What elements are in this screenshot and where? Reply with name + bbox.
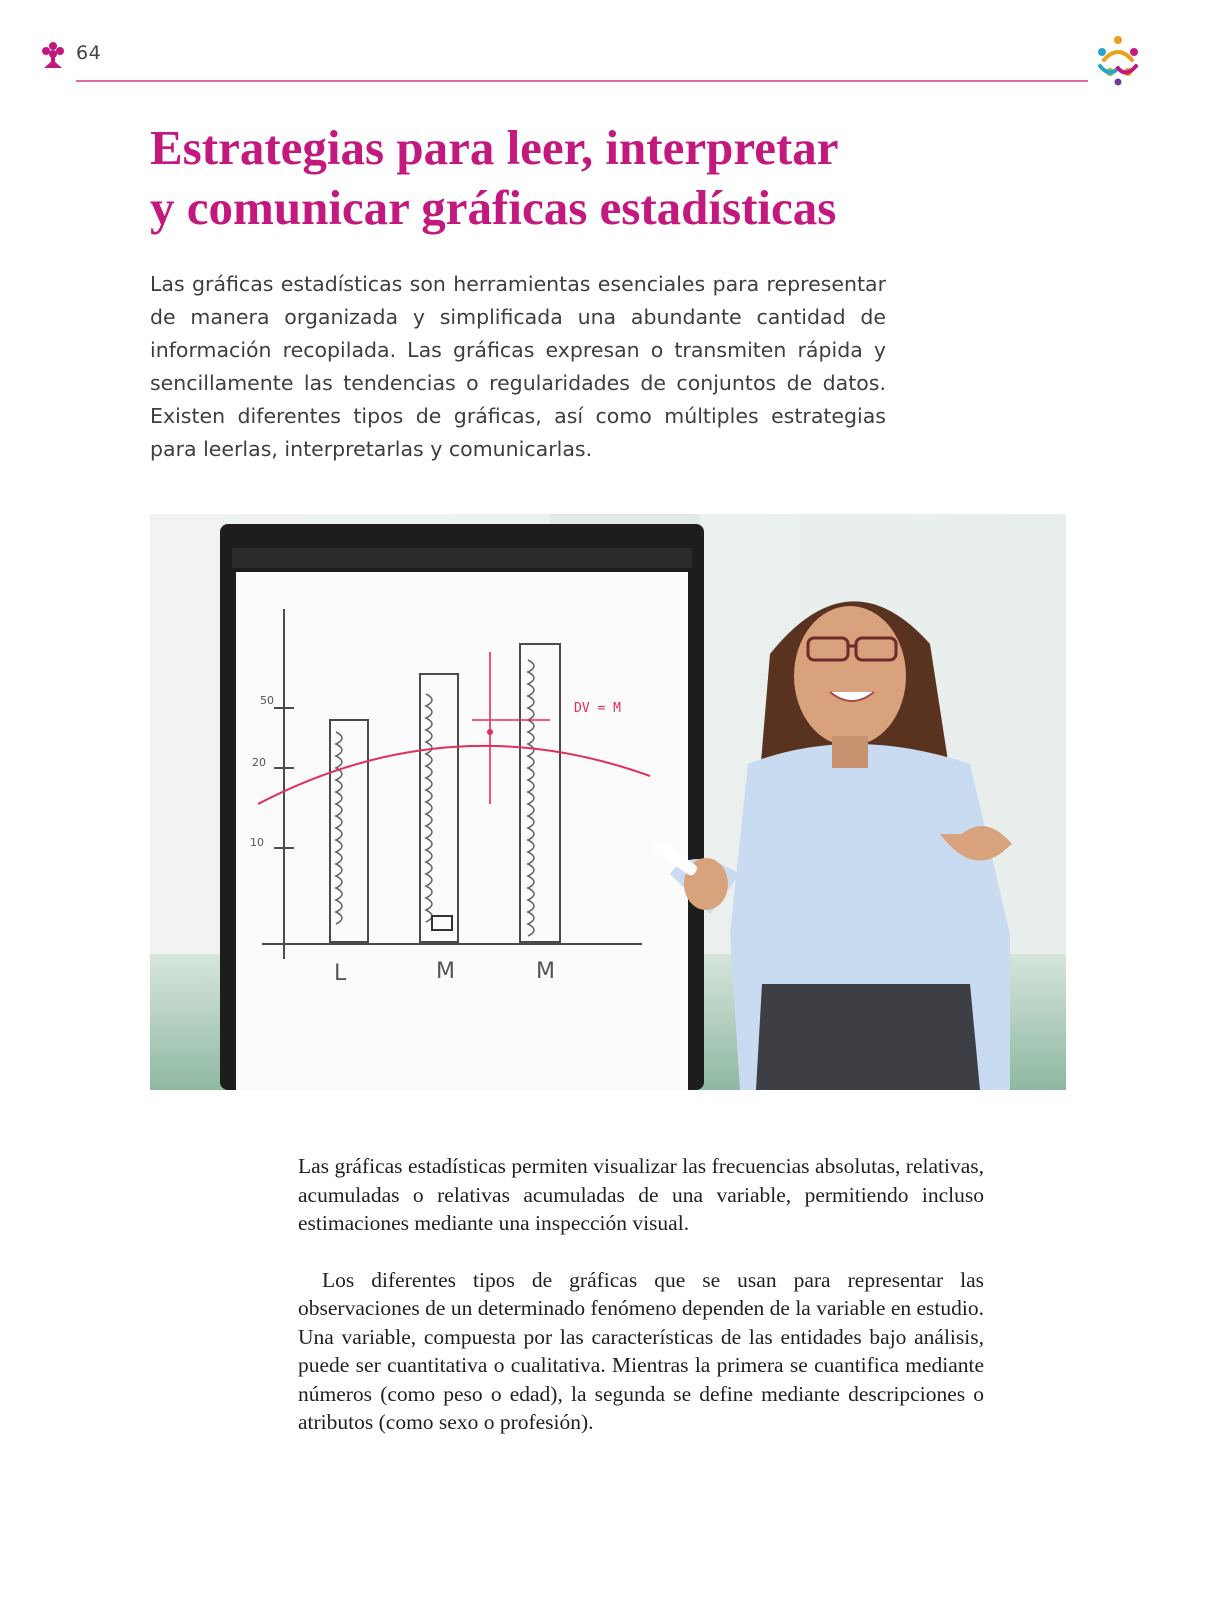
board-x-label: L <box>334 961 347 986</box>
intro-paragraph: Las gráficas estadísticas son herramientas esenciales para representar de manera organizada y simplificada una abundante cantidad de información recopilada. Las gráficas expresan o transmiten rápida y sencillamente las tendencias o regularidades de conjuntos de datos. Existen diferentes tipos de gráficas, así como múltiples estrategias para leerlas, interpretarlas y comunicarlas. <box>150 272 886 461</box>
page-number: 64 <box>76 42 102 64</box>
board-x-label: M <box>536 959 555 984</box>
board-x-label: M <box>436 959 455 984</box>
board-y-tick: 50 <box>260 694 274 707</box>
page-title-line-1: Estrategias para leer, interpretar <box>150 120 839 175</box>
board-annotation: DV = M <box>574 701 621 716</box>
page-title-line-2: y comunicar gráficas estadísticas <box>150 180 837 235</box>
header-rule <box>76 80 1088 82</box>
body-paragraph-1: Las gráficas estadísticas permiten visualizar las frecuencias absolutas, relativas, acumuladas o relativas acumuladas de una variable, permitiendo incluso estimaciones mediante una inspección visual. <box>298 1154 984 1235</box>
flower-ornament-icon <box>40 40 66 70</box>
page-title <box>150 118 1090 238</box>
woman-presenting-flipchart-photo <box>150 514 1066 1090</box>
colorful-figures-logo-icon <box>1090 32 1146 88</box>
board-y-tick: 10 <box>250 836 264 849</box>
board-y-tick: 20 <box>252 756 266 769</box>
body-text <box>298 1152 984 1437</box>
body-paragraph-2: Los diferentes tipos de gráficas que se usan para representar las observaciones de un determinado fenómeno dependen de la variable en estudio. Una variable, compuesta por las características de las entidades bajo análisis, puede ser cuantitativa o cualitativa. Mientras la primera se cuantifica mediante números (como peso o edad), la segunda se define mediante descripciones o atributos (como sexo o profesión). <box>298 1267 984 1434</box>
